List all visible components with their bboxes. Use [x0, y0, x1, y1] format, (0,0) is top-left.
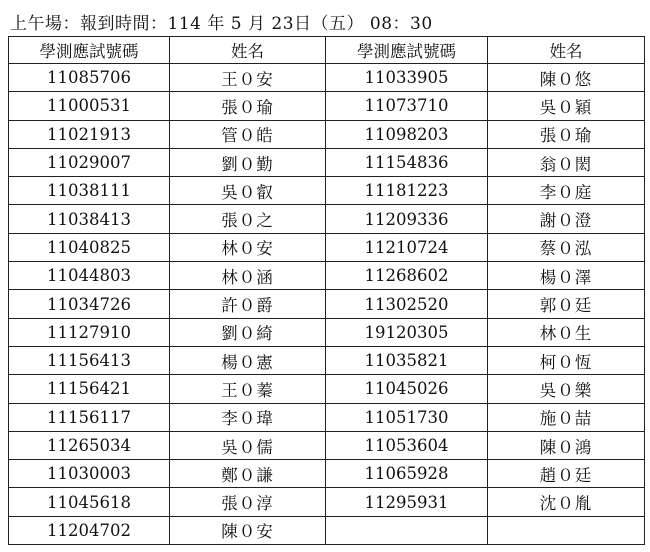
- table-row: [9, 460, 645, 488]
- student-name-cell: 吳０儒: [170, 431, 326, 459]
- student-name-cell: 柯０恆: [488, 346, 645, 374]
- exam-number-cell: 11154836: [326, 148, 488, 176]
- student-name-cell: 吳０叡: [170, 177, 326, 205]
- table-row: [9, 318, 645, 346]
- header-exam-number-right: 學測應試號碼: [326, 37, 488, 64]
- student-name-cell: 楊０澤: [488, 262, 645, 290]
- table-row: [9, 64, 645, 92]
- exam-number-cell: 11044803: [9, 262, 170, 290]
- exam-number-cell: 11000531: [9, 92, 170, 120]
- exam-number-cell: 11156413: [9, 346, 170, 374]
- exam-number-cell: 11209336: [326, 205, 488, 233]
- exam-number-cell: 11045618: [9, 488, 170, 516]
- student-name-cell: 鄭０謙: [170, 460, 326, 488]
- exam-number-cell: 11295931: [326, 488, 488, 516]
- exam-number-cell: [326, 516, 488, 544]
- exam-number-cell: 11268602: [326, 262, 488, 290]
- table-row: [9, 375, 645, 403]
- exam-number-cell: 11029007: [9, 148, 170, 176]
- exam-number-cell: 11156421: [9, 375, 170, 403]
- exam-number-cell: 11302520: [326, 290, 488, 318]
- exam-number-cell: 11265034: [9, 431, 170, 459]
- table-row: [9, 346, 645, 374]
- student-name-cell: 蔡０泓: [488, 233, 645, 261]
- student-name-cell: 陳０悠: [488, 64, 645, 92]
- exam-number-cell: 11045026: [326, 375, 488, 403]
- student-name-cell: 林０安: [170, 233, 326, 261]
- exam-number-cell: 11085706: [9, 64, 170, 92]
- exam-number-cell: 11034726: [9, 290, 170, 318]
- exam-number-cell: 11210724: [326, 233, 488, 261]
- table-row: [9, 516, 645, 544]
- student-name-cell: 王０蓁: [170, 375, 326, 403]
- student-name-cell: 李０瑋: [170, 403, 326, 431]
- exam-number-cell: 11040825: [9, 233, 170, 261]
- student-name-cell: 郭０廷: [488, 290, 645, 318]
- student-name-cell: 李０庭: [488, 177, 645, 205]
- header-row: [9, 37, 645, 64]
- student-name-cell: 沈０胤: [488, 488, 645, 516]
- exam-number-cell: 11181223: [326, 177, 488, 205]
- roster-body: [9, 64, 645, 545]
- exam-number-cell: 11038413: [9, 205, 170, 233]
- exam-number-cell: 11098203: [326, 120, 488, 148]
- header-exam-number-left: 學測應試號碼: [9, 37, 170, 64]
- student-name-cell: 林０涵: [170, 262, 326, 290]
- exam-number-cell: 11073710: [326, 92, 488, 120]
- table-row: [9, 403, 645, 431]
- student-name-cell: 陳０安: [170, 516, 326, 544]
- student-name-cell: 謝０澄: [488, 205, 645, 233]
- session-title: 上午場：報到時間：114 年 5 月 23日（五） 08：30: [10, 14, 433, 34]
- student-name-cell: 林０生: [488, 318, 645, 346]
- table-row: [9, 431, 645, 459]
- header-name-right: 姓名: [488, 37, 645, 64]
- exam-number-cell: 11065928: [326, 460, 488, 488]
- exam-number-cell: 11038111: [9, 177, 170, 205]
- student-name-cell: 張０淳: [170, 488, 326, 516]
- exam-number-cell: 11156117: [9, 403, 170, 431]
- student-name-cell: 王０安: [170, 64, 326, 92]
- exam-number-cell: 11053604: [326, 431, 488, 459]
- student-name-cell: 趙０廷: [488, 460, 645, 488]
- student-name-cell: 劉０綺: [170, 318, 326, 346]
- student-name-cell: 張０瑜: [488, 120, 645, 148]
- exam-number-cell: 11051730: [326, 403, 488, 431]
- exam-number-cell: 11033905: [326, 64, 488, 92]
- student-name-cell: 楊０憲: [170, 346, 326, 374]
- table-row: [9, 92, 645, 120]
- student-name-cell: 張０之: [170, 205, 326, 233]
- exam-roster-table: [8, 36, 645, 545]
- table-row: [9, 120, 645, 148]
- exam-number-cell: 11204702: [9, 516, 170, 544]
- table-row: [9, 233, 645, 261]
- student-name-cell: 吳０樂: [488, 375, 645, 403]
- exam-number-cell: 11021913: [9, 120, 170, 148]
- student-name-cell: 施０喆: [488, 403, 645, 431]
- table-row: [9, 177, 645, 205]
- exam-number-cell: 11030003: [9, 460, 170, 488]
- student-name-cell: 許０爵: [170, 290, 326, 318]
- table-row: [9, 148, 645, 176]
- table-row: [9, 290, 645, 318]
- student-name-cell: 吳０穎: [488, 92, 645, 120]
- exam-number-cell: 11127910: [9, 318, 170, 346]
- student-name-cell: [488, 516, 645, 544]
- table-row: [9, 205, 645, 233]
- student-name-cell: 管０皓: [170, 120, 326, 148]
- table-row: [9, 488, 645, 516]
- student-name-cell: 陳０鴻: [488, 431, 645, 459]
- student-name-cell: 張０瑜: [170, 92, 326, 120]
- exam-number-cell: 19120305: [326, 318, 488, 346]
- student-name-cell: 劉０勤: [170, 148, 326, 176]
- table-row: [9, 262, 645, 290]
- header-name-left: 姓名: [170, 37, 326, 64]
- exam-number-cell: 11035821: [326, 346, 488, 374]
- student-name-cell: 翁０閎: [488, 148, 645, 176]
